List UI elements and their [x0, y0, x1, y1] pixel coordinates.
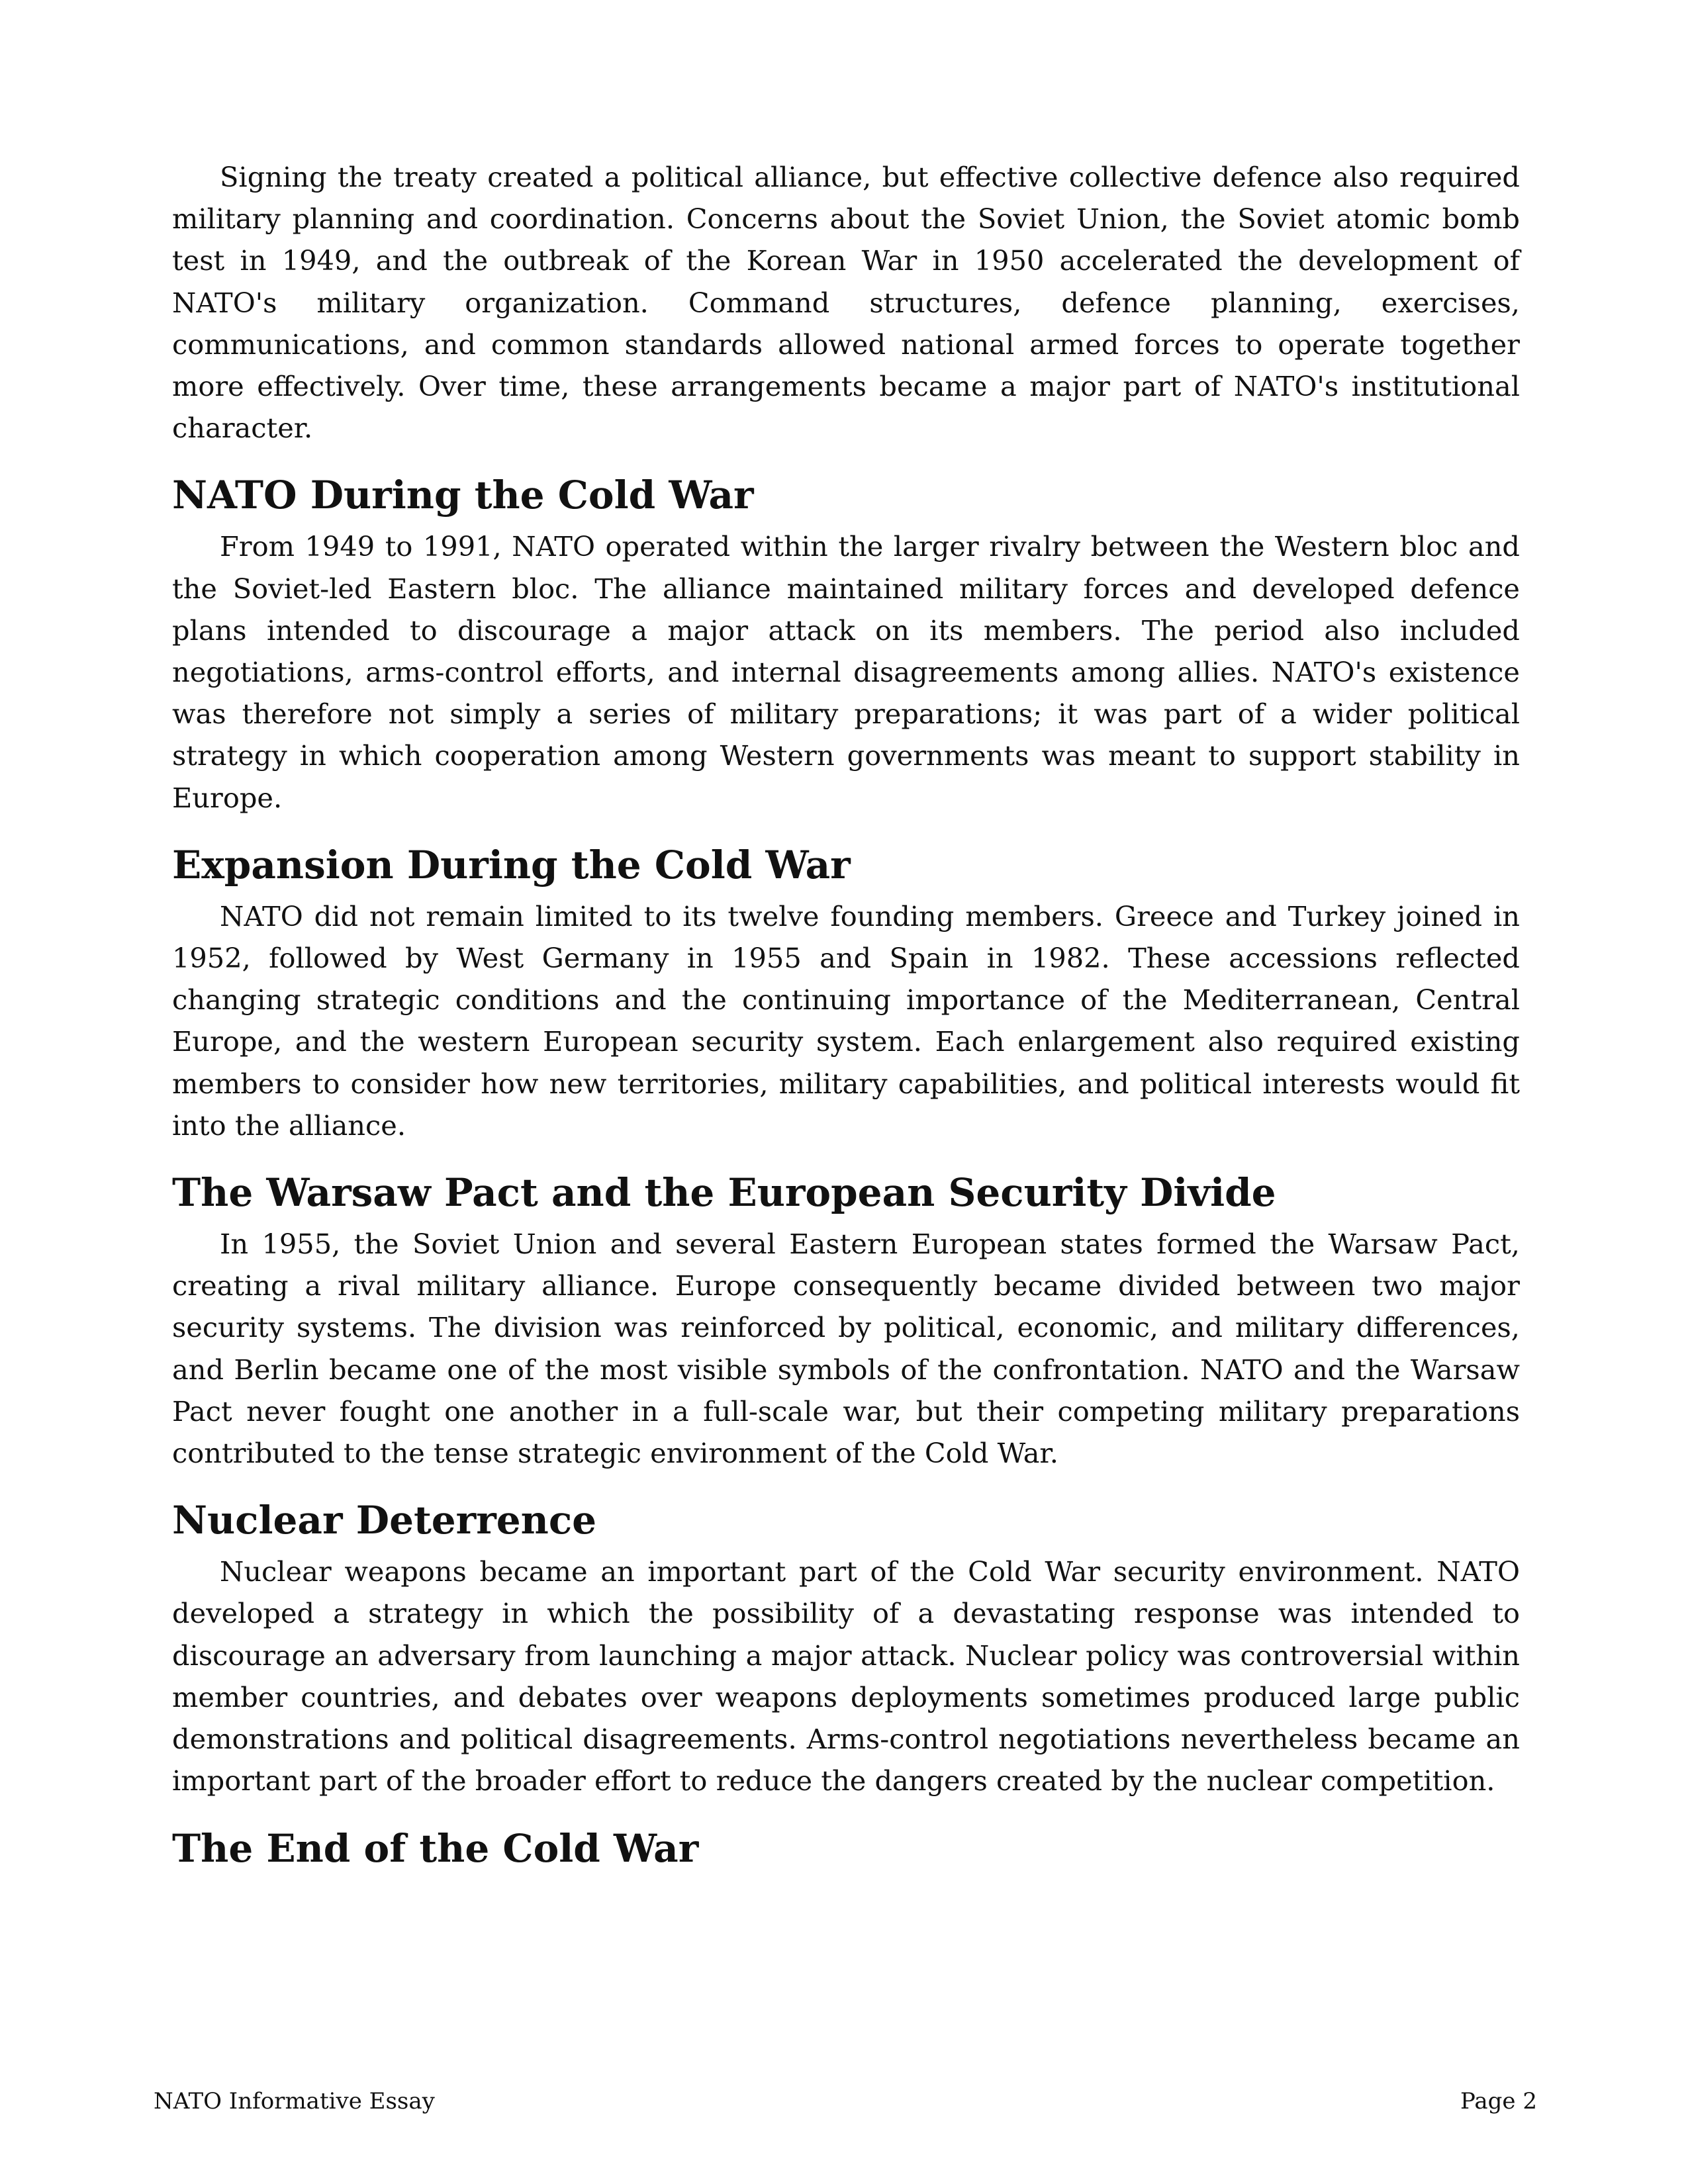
document-body [172, 156, 1520, 1879]
section-heading-expansion: Expansion During the Cold War [172, 842, 851, 887]
section-paragraph-warsaw-pact: In 1955, the Soviet Union and several Eastern European states formed the Warsaw Pact, creating a rival military alliance. Europe consequently became divided between two major security systems. The division was reinforced by political, economic, and military differences, and Berlin became one of the most visible symbols of the confrontation. NATO and the Warsaw Pact never fought one another in a full-scale war, but their competing military preparations contributed to the tense strategic environment of the Cold War. [172, 1228, 1520, 1470]
section-heading-nuclear-deterrence: Nuclear Deterrence [172, 1498, 597, 1543]
footer-title: NATO Informative Essay [154, 2088, 435, 2115]
section-paragraph-nuclear-deterrence: Nuclear weapons became an important part of the Cold War security environment. NATO developed a strategy in which the possibility of a devastating response was intended to discourage an adversary from launching a major attack. Nuclear policy was controversial within member countries, and debates over weapons deployments sometimes produced large public demonstrations and political disagreements. Arms-control negotiations nevertheless became an important part of the broader effort to reduce the dangers created by the nuclear competition. [172, 1555, 1520, 1797]
page-footer [154, 2088, 1537, 2115]
page-number: Page 2 [1460, 2088, 1537, 2115]
section-heading-nato-cold-war: NATO During the Cold War [172, 473, 754, 518]
section-heading-warsaw-pact: The Warsaw Pact and the European Security Divide [172, 1170, 1276, 1216]
intro-paragraph: Signing the treaty created a political alliance, but effective collective defence also required military planning and coordination. Concerns about the Soviet Union, the Soviet atomic bomb test in 1949, and the outbreak of the Korean War in 1950 accelerated the development of NATO's military organization. Command structures, defence planning, exercises, communications, and common standards allowed national armed forces to operate together more effectively. Over time, these arrangements became a major part of NATO's institutional character. [172, 161, 1520, 445]
section-paragraph-nato-cold-war: From 1949 to 1991, NATO operated within the larger rivalry between the Western bloc and the Soviet-led Eastern bloc. The alliance maintained military forces and developed defence plans intended to discourage a major attack on its members. The period also included negotiations, arms-control efforts, and internal disagreements among allies. NATO's existence was therefore not simply a series of military preparations; it was part of a wider political strategy in which cooperation among Western governments was meant to support stability in Europe. [172, 530, 1520, 814]
section-paragraph-expansion: NATO did not remain limited to its twelve founding members. Greece and Turkey joined in 1952, followed by West Germany in 1955 and Spain in 1982. These accessions reflected changing strategic conditions and the continuing importance of the Mediterranean, Central Europe, and the western European security system. Each enlargement also required existing members to consider how new territories, military capabilities, and political interests would fit into the alliance. [172, 899, 1520, 1142]
section-heading-end-cold-war: The End of the Cold War [172, 1825, 699, 1871]
